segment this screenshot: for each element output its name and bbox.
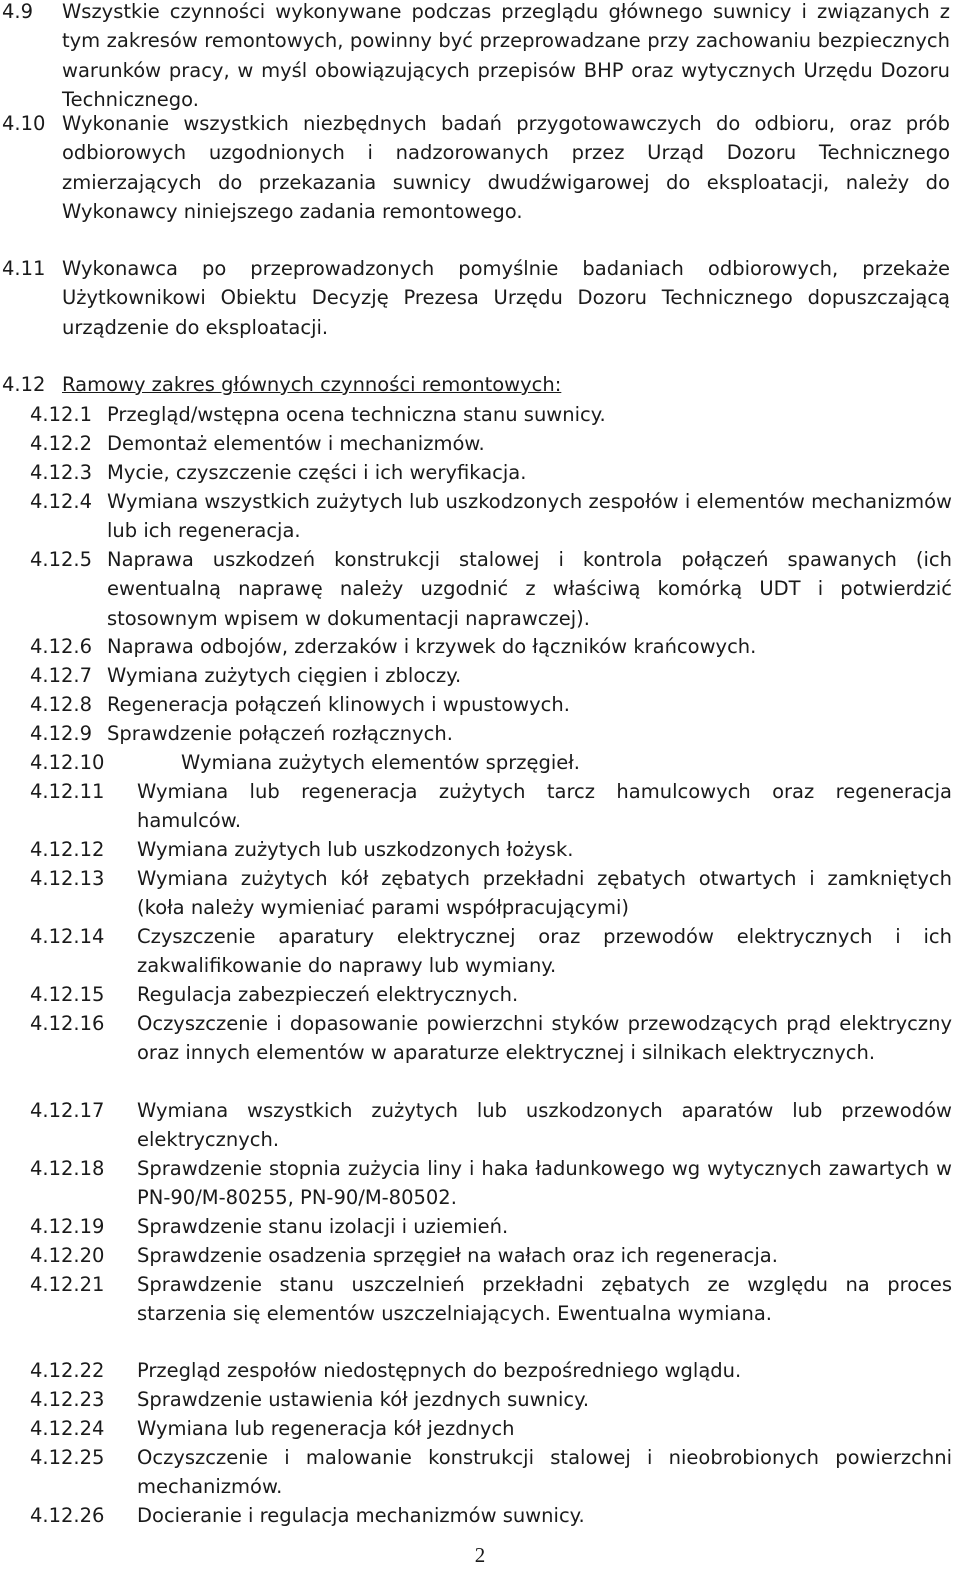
list-item [30, 835, 952, 864]
item-number: 4.12.10 [30, 751, 105, 774]
list-item [30, 632, 952, 661]
item-text: Sprawdzenie połączeń rozłącznych. [107, 722, 453, 745]
list-item [30, 1154, 952, 1213]
item-text: Wymiana zużytych elementów sprzęgieł. [181, 751, 580, 774]
item-number: 4.12.14 [30, 925, 105, 948]
item-text: Regulacja zabezpieczeń elektrycznych. [137, 983, 519, 1006]
list-item [30, 1009, 952, 1068]
item-number: 4.12.3 [30, 461, 93, 484]
item-number: 4.12.17 [30, 1099, 105, 1122]
item-number: 4.12.23 [30, 1388, 105, 1411]
item-text: Docieranie i regulacja mechanizmów suwnicy. [137, 1504, 585, 1527]
item-text: Naprawa uszkodzeń konstrukcji stalowej i kontrola połączeń spawanych (ich ewentualną naprawę należy uzgodnić z właściwą komórką UDT i potwierdzić stosownym wpisem w dokumentacji naprawczej). [107, 548, 952, 630]
list-item [30, 1443, 952, 1502]
section-4-10 [2, 109, 950, 226]
list-item [30, 690, 952, 719]
list-item [30, 922, 952, 981]
item-number: 4.12.22 [30, 1359, 105, 1382]
item-text: Sprawdzenie ustawienia kół jezdnych suwnicy. [137, 1388, 590, 1411]
item-text: Demontaż elementów i mechanizmów. [107, 432, 485, 455]
section-4-12-heading [2, 370, 561, 399]
item-number: 4.12.6 [30, 635, 93, 658]
item-text: Czyszczenie aparatury elektrycznej oraz przewodów elektrycznych i ich zakwalifikowanie do naprawy lub wymiany. [137, 925, 952, 978]
item-text: Oczyszczenie i dopasowanie powierzchni styków przewodzących prąd elektryczny oraz innych elementów w aparaturze elektrycznej i silnikach elektrycznych. [137, 1012, 952, 1065]
item-text: Wymiana wszystkich zużytych lub uszkodzonych zespołów i elementów mechanizmów lub ich regeneracja. [107, 490, 952, 543]
section-number: 4.10 [2, 112, 46, 135]
item-text: Naprawa odbojów, zderzaków i krzywek do łączników krańcowych. [107, 635, 757, 658]
item-number: 4.12.26 [30, 1504, 105, 1527]
item-number: 4.12.8 [30, 693, 93, 716]
section-number: 4.12 [2, 373, 46, 396]
item-number: 4.12.7 [30, 664, 93, 687]
list-item [30, 487, 952, 546]
item-text: Wymiana zużytych cięgien i zbloczy. [107, 664, 462, 687]
section-4-11 [2, 254, 950, 342]
list-item [30, 777, 952, 836]
item-text: Wymiana lub regeneracja kół jezdnych [137, 1417, 515, 1440]
list-item [30, 661, 952, 690]
item-number: 4.12.1 [30, 403, 93, 426]
item-text: Wymiana zużytych lub uszkodzonych łożysk. [137, 838, 574, 861]
item-number: 4.12.20 [30, 1244, 105, 1267]
item-text: Wymiana wszystkich zużytych lub uszkodzonych aparatów lub przewodów elektrycznych. [137, 1099, 952, 1152]
list-item [30, 719, 952, 748]
item-text: Przegląd/wstępna ocena techniczna stanu suwnicy. [107, 403, 606, 426]
item-number: 4.12.5 [30, 548, 93, 571]
section-text: Wykonanie wszystkich niezbędnych badań przygotowawczych do odbioru, oraz prób odbiorowych uzgodnionych i nadzorowanych przez Urząd Dozoru Technicznego zmierzających do przekazania suwnicy dwudźwigarowej do eksploatacji, należy do Wykonawcy niniejszego zadania remontowego. [62, 112, 950, 223]
list-item [30, 1270, 952, 1329]
item-text: Przegląd zespołów niedostępnych do bezpośredniego wglądu. [137, 1359, 742, 1382]
list-item [30, 545, 952, 633]
list-item [30, 1096, 952, 1155]
list-item [30, 1501, 952, 1530]
item-number: 4.12.13 [30, 867, 105, 890]
item-number: 4.12.2 [30, 432, 93, 455]
list-item [30, 864, 952, 923]
item-text: Wymiana lub regeneracja zużytych tarcz hamulcowych oraz regeneracja hamulców. [137, 780, 952, 833]
item-number: 4.12.4 [30, 490, 93, 513]
item-text: Wymiana zużytych kół zębatych przekładni zębatych otwartych i zamkniętych (koła należy wymieniać parami współpracującymi) [137, 867, 952, 920]
list-item [30, 1414, 952, 1443]
list-item [30, 1241, 952, 1270]
section-text: Wszystkie czynności wykonywane podczas przeglądu głównego suwnicy i związanych z tym zakresów remontowych, powinny być przeprowadzane przy zachowaniu bezpiecznych warunków pracy, w myśl obowiązujących przepisów BHP oraz wytycznych Urzędu Dozoru Technicznego. [62, 0, 950, 111]
item-number: 4.12.15 [30, 983, 105, 1006]
list-item [30, 748, 952, 777]
item-text: Sprawdzenie stanu izolacji i uziemień. [137, 1215, 509, 1238]
item-text: Sprawdzenie stanu uszczelnień przekładni zębatych ze względu na proces starzenia się elementów uszczelniających. Ewentualna wymiana. [137, 1273, 952, 1326]
list-item [30, 458, 952, 487]
item-text: Sprawdzenie stopnia zużycia liny i haka ładunkowego wg wytycznych zawartych w PN-90/M-80255, PN-90/M-80502. [137, 1157, 952, 1210]
item-text: Regeneracja połączeń klinowych i wpustowych. [107, 693, 570, 716]
item-number: 4.12.18 [30, 1157, 105, 1180]
list-item [30, 429, 952, 458]
list-item [30, 1385, 952, 1414]
page-number: 2 [474, 1543, 486, 1567]
item-text: Mycie, czyszczenie części i ich weryfikacja. [107, 461, 527, 484]
section-text: Wykonawca po przeprowadzonych pomyślnie badaniach odbiorowych, przekaże Użytkownikowi Obiektu Decyzję Prezesa Urzędu Dozoru Technicznego dopuszczającą urządzenie do eksploatacji. [62, 257, 950, 339]
section-4-9 [2, 0, 950, 114]
list-item [30, 1212, 952, 1241]
item-number: 4.12.25 [30, 1446, 105, 1469]
item-number: 4.12.12 [30, 838, 105, 861]
section-number: 4.9 [2, 0, 34, 23]
item-number: 4.12.16 [30, 1012, 105, 1035]
item-number: 4.12.24 [30, 1417, 105, 1440]
list-item [30, 1356, 952, 1385]
item-number: 4.12.21 [30, 1273, 105, 1296]
item-number: 4.12.9 [30, 722, 93, 745]
list-item [30, 980, 952, 1009]
item-text: Sprawdzenie osadzenia sprzęgieł na wałach oraz ich regeneracja. [137, 1244, 778, 1267]
item-number: 4.12.19 [30, 1215, 105, 1238]
list-item [30, 400, 952, 429]
item-text: Oczyszczenie i malowanie konstrukcji stalowej i nieobrobionych powierzchni mechanizmów. [137, 1446, 952, 1499]
item-number: 4.12.11 [30, 780, 105, 803]
section-number: 4.11 [2, 257, 46, 280]
section-heading-text: Ramowy zakres głównych czynności remontowych: [62, 373, 562, 396]
